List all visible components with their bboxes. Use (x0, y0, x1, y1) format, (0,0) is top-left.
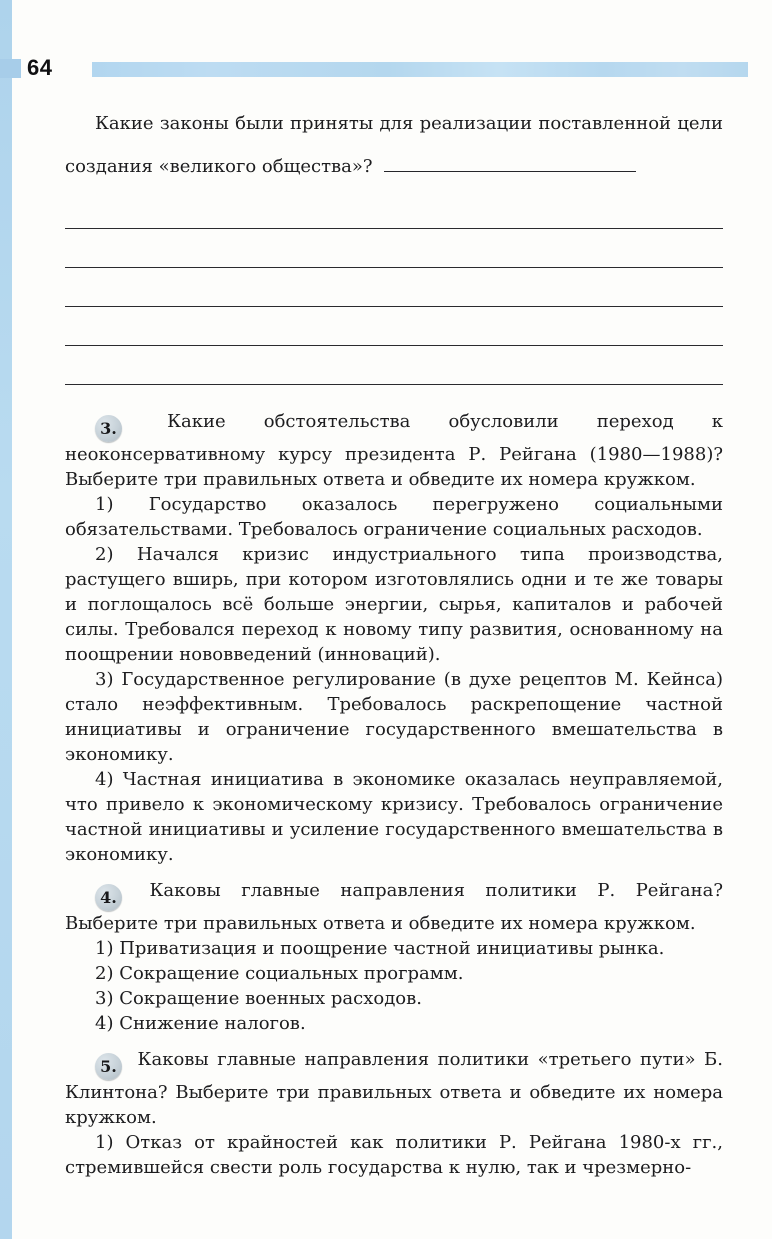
open-question-text: Какие законы были приняты для реализации поставленной цели создания «великого общества»? (65, 113, 723, 177)
question-4-text: Каковы главные направления политики Р. Рейгана? Выберите три правильных ответа и обведите их номера кружком. (65, 880, 723, 934)
question-4 (65, 878, 723, 1036)
answer-lines (65, 190, 723, 385)
answer-line (65, 229, 723, 268)
answer-line (65, 346, 723, 385)
open-question (65, 102, 723, 188)
question-3-option-1: 1) Государство оказалось перегружено социальными обязательствами. Требовалось ограничение социальных расходов. (65, 494, 723, 540)
page-number: 64 (27, 55, 53, 80)
answer-line (65, 268, 723, 307)
question-5 (65, 1047, 723, 1180)
question-3-option-4: 4) Частная инициатива в экономике оказалась неуправляемой, что привело к экономическому кризису. Требовалось ограничение частной инициативы и усиление государственного вмешательства в экономику. (65, 769, 723, 865)
question-4-intro (65, 878, 723, 936)
question-4-number-badge: 4. (95, 884, 122, 911)
question-3-number-badge: 3. (95, 415, 122, 442)
page-content (65, 98, 723, 1180)
header-corner-block (0, 59, 21, 78)
question-4-option-2: 2) Сокращение социальных программ. (95, 963, 464, 984)
question-3-option-2: 2) Начался кризис индустриального типа производства, растущего вширь, при котором изготовлялись одни и те же товары и поглощалось всё больше энергии, сырья, капиталов и рабочей силы. Требовался переход к новому типу развития, основанному на поощрении нововведений (инноваций). (65, 544, 723, 665)
question-4-option-3: 3) Сокращение военных расходов. (95, 988, 422, 1009)
answer-line (65, 190, 723, 229)
question-5-number-badge: 5. (95, 1053, 122, 1080)
answer-fill-line (384, 168, 636, 172)
header-decor-bar (92, 62, 748, 77)
page-edge-accent (0, 0, 12, 1239)
question-4-option-4: 4) Снижение налогов. (95, 1013, 306, 1034)
question-4-option-1: 1) Приватизация и поощрение частной инициативы рынка. (95, 938, 665, 959)
question-3-text: Какие обстоятельства обусловили переход к неоконсервативному курсу президента Р. Рейгана (1980—1988)? Выберите три правильных ответа и обведите их номера кружком. (65, 411, 723, 490)
question-3-option-3: 3) Государственное регулирование (в духе рецептов М. Кейнса) стало неэффективным. Требовалось раскрепощение частной инициативы и ограничение государственного вмешательства в экономику. (65, 669, 723, 765)
answer-line (65, 307, 723, 346)
question-5-intro (65, 1047, 723, 1130)
question-3-intro (65, 409, 723, 492)
question-3 (65, 409, 723, 867)
question-5-text: Каковы главные направления политики «третьего пути» Б. Клинтона? Выберите три правильных ответа и обведите их номера кружком. (65, 1049, 723, 1128)
question-5-option-1: 1) Отказ от крайностей как политики Р. Рейгана 1980-х гг., стремившейся свести роль государства к нулю, так и чрезмерно- (65, 1132, 723, 1178)
